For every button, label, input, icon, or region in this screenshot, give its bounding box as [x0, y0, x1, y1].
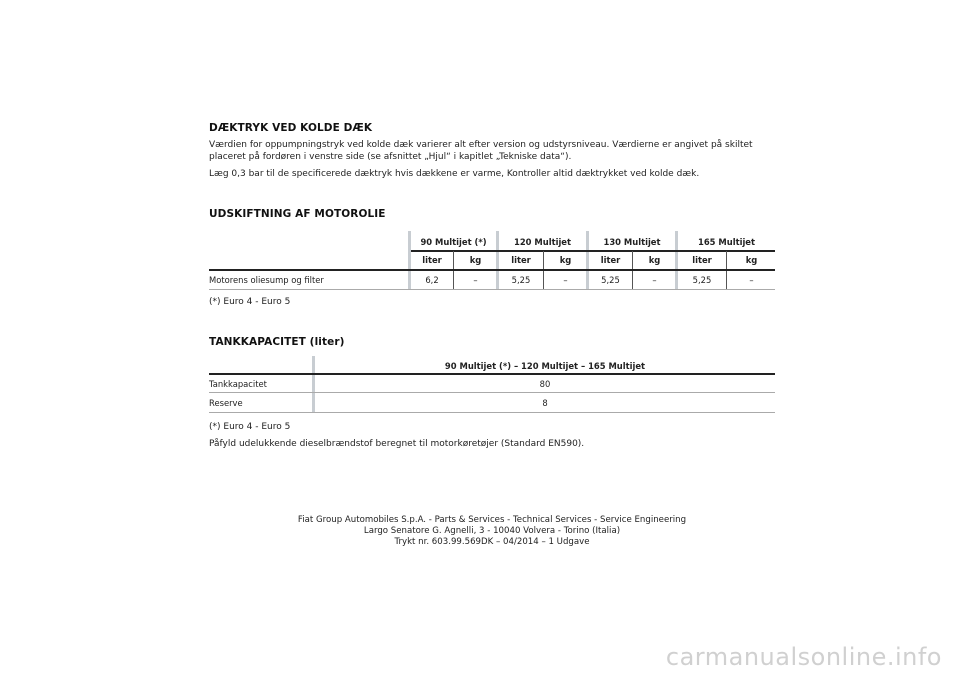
oil-subcol-kg: kg: [648, 255, 661, 265]
tank-row-rule: [209, 392, 775, 393]
tank-capacity-heading: TANKKAPACITET (liter): [209, 336, 345, 348]
oil-col-90-multijet: 90 Multijet (*): [420, 237, 487, 247]
tire-pressure-paragraph-1: Værdien for oppumpningstryk ved kolde dæk varierer alt efter version og udstyrsniveau. Værdierne er angivet på skiltet placeret på fordøren i venstre side (se afsnittet „Hjul“ i kapitlet „Tekniske data“).: [209, 140, 753, 162]
oil-body-rule: [209, 269, 775, 271]
footer-company: Fiat Group Automobiles S.p.A. - Parts & Services - Technical Services - Service Engineering: [297, 515, 687, 525]
tank-row-label-reserve: Reserve: [209, 398, 243, 408]
oil-col-120-multijet: 120 Multijet: [514, 237, 571, 247]
oil-subcol-kg: kg: [559, 255, 572, 265]
tank-row-label-capacity: Tankkapacitet: [209, 379, 267, 389]
tank-row-value-capacity: 80: [539, 379, 551, 389]
tank-column-header: 90 Multijet (*) – 120 Multijet – 165 Multijet: [444, 361, 646, 371]
oil-value-90-kg: –: [473, 275, 478, 285]
site-watermark: carmanualsonline.info: [665, 643, 942, 671]
oil-subcol-liter: liter: [422, 255, 442, 265]
oil-subcol-liter: liter: [600, 255, 621, 265]
oil-value-130-kg: –: [652, 275, 657, 285]
oil-value-165-liter: 5,25: [692, 275, 712, 285]
oil-col-130-multijet: 130 Multijet: [603, 237, 661, 247]
tank-footnote: (*) Euro 4 - Euro 5: [209, 422, 291, 432]
footer-print-info: Trykt nr. 603.99.569DK – 04/2014 – 1 Udgave: [394, 537, 590, 547]
oil-value-130-liter: 5,25: [601, 275, 620, 285]
oil-subcol-liter: liter: [511, 255, 531, 265]
oil-footnote: (*) Euro 4 - Euro 5: [209, 297, 291, 307]
oil-value-90-liter: 6,2: [425, 275, 439, 285]
oil-col-165-multijet: 165 Multijet: [698, 237, 755, 247]
tire-pressure-paragraph-2: Læg 0,3 bar til de specificerede dæktryk hvis dækkene er varme, Kontroller altid dæktrykket ved kolde dæk.: [209, 169, 700, 179]
oil-value-165-kg: –: [749, 275, 754, 285]
oil-header-rule: [411, 250, 775, 252]
footer-address: Largo Senatore G. Agnelli, 3 - 10040 Volvera - Torino (Italia): [363, 526, 621, 536]
oil-change-heading: UDSKIFTNING AF MOTOROLIE: [209, 208, 386, 220]
oil-value-120-kg: –: [563, 275, 568, 285]
tank-header-rule: [209, 373, 775, 375]
tire-pressure-heading: DÆKTRYK VED KOLDE DÆK: [209, 122, 373, 134]
tank-bottom-rule: [209, 412, 775, 413]
oil-bottom-rule: [209, 289, 775, 290]
tank-row-value-reserve: 8: [542, 398, 548, 408]
oil-subcol-liter: liter: [692, 255, 712, 265]
oil-value-120-liter: 5,25: [511, 275, 531, 285]
oil-row-label: Motorens oliesump og filter: [209, 275, 324, 285]
fuel-note: Påfyld udelukkende dieselbrændstof beregnet til motorkøretøjer (Standard EN590).: [209, 439, 585, 449]
oil-subcol-kg: kg: [745, 255, 758, 265]
oil-subcol-kg: kg: [469, 255, 482, 265]
